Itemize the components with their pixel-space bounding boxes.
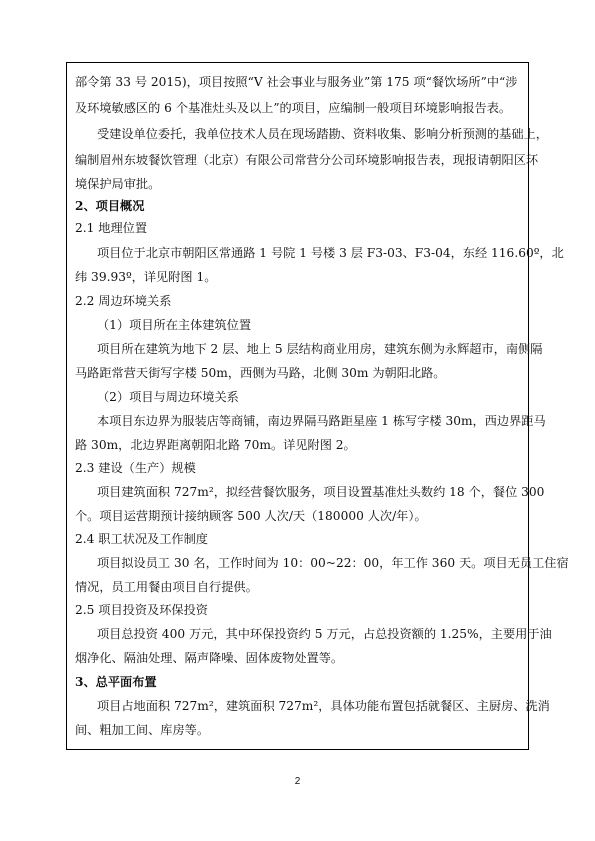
section-heading: 2、项目概况 — [75, 199, 145, 213]
subsection-heading: 2.3 建设（生产）规模 — [75, 461, 196, 475]
text-line: 部令第 33 号 2015)，项目按照“V 社会事业与服务业”第 175 项“餐饮场所”中“涉 — [75, 75, 518, 89]
text-line: 境保护局审批。 — [75, 177, 161, 191]
sub-item-heading: （1）项目所在主体建筑位置 — [97, 318, 252, 332]
report-table-frame — [66, 62, 569, 750]
subsection-heading: 2.4 职工状况及工作制度 — [75, 532, 208, 546]
text-line: 路 30m，北边界距离朝阳北路 70m。详见附图 2。 — [75, 438, 356, 452]
text-line: 烟净化、隔油处理、隔声降噪、固体废物处置等。 — [75, 651, 344, 665]
text-line: 项目建筑面积 727m²，拟经营餐饮服务，项目设置基准灶头数约 18 个，餐位 300 — [97, 485, 545, 499]
subsection-heading: 2.5 项目投资及环保投资 — [75, 603, 208, 617]
text-line: 个。项目运营期预计接纳顾客 500 人次/天（180000 人次/年）。 — [75, 509, 427, 523]
text-line: 项目所在建筑为地下 2 层、地上 5 层结构商业用房，建筑东侧为永辉超市，南侧隔 — [97, 342, 543, 356]
page-number: 2 — [294, 776, 301, 787]
subsection-heading: 2.1 地理位置 — [75, 221, 148, 235]
section-heading: 3、总平面布置 — [75, 675, 157, 689]
subsection-heading: 2.2 周边环境关系 — [75, 294, 172, 308]
text-line: 项目占地面积 727m²，建筑面积 727m²，具体功能布置包括就餐区、主厨房、洗消 — [97, 699, 550, 713]
text-line: 项目拟设员工 30 名，工作时间为 10：00~22：00，年工作 360 天。项目无员工住宿 — [97, 556, 569, 570]
text-line: 编制眉州东坡餐饮管理（北京）有限公司常营分公司环境影响报告表，现报请朝阳区环 — [75, 153, 539, 167]
text-line: 项目位于北京市朝阳区常通路 1 号院 1 号楼 3 层 F3-03、F3-04，东经 116.60º，北 — [97, 246, 564, 260]
sub-item-heading: （2）项目与周边环境关系 — [97, 390, 239, 404]
text-line: 纬 39.93º，详见附图 1。 — [75, 270, 217, 284]
text-line: 受建设单位委托，我单位技术人员在现场踏勘、资料收集、影响分析预测的基础上， — [97, 127, 548, 141]
text-line: 马路距常营天街写字楼 50m，西侧为马路，北侧 30m 为朝阳北路。 — [75, 366, 446, 380]
text-line: 情况，员工用餐由项目自行提供。 — [75, 580, 258, 594]
text-line: 及环境敏感区的 6 个基准灶头及以上”的项目，应编制一般项目环境影响报告表。 — [75, 101, 512, 115]
text-line: 项目总投资 400 万元，其中环保投资约 5 万元，占总投资额的 1.25%，主要用于油 — [97, 627, 552, 641]
text-line: 本项目东边界为服装店等商铺，南边界隔马路距星座 1 栋写字楼 30m，西边界距马 — [97, 414, 546, 428]
text-line: 间、粗加工间、库房等。 — [75, 723, 210, 737]
